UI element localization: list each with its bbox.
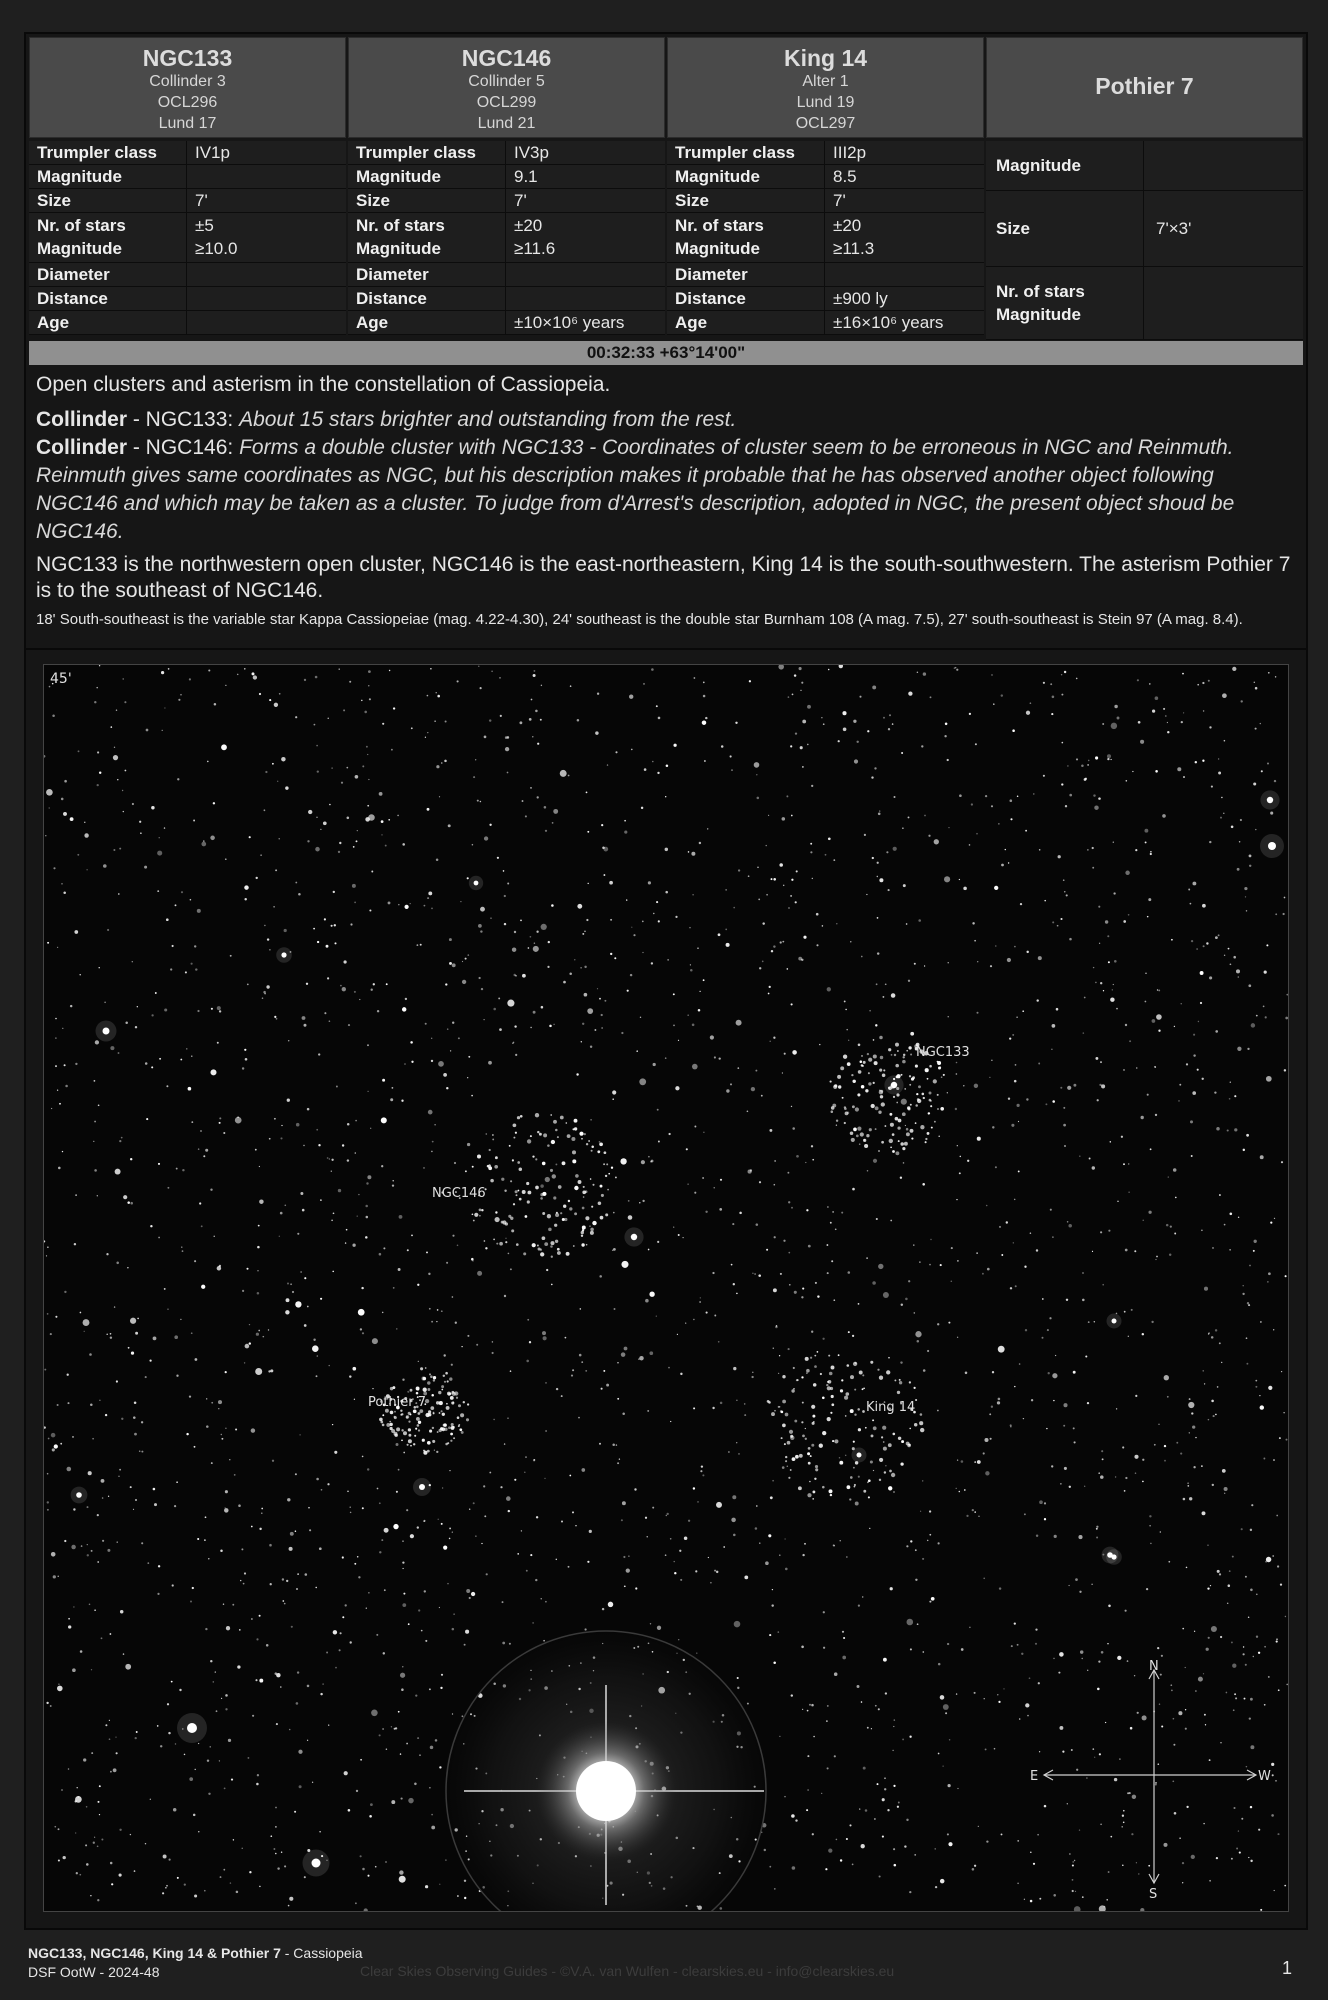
property-value: 8.5	[833, 167, 857, 186]
object-column-ngc146	[348, 37, 665, 340]
page-number: 1	[1282, 1958, 1293, 1978]
diameter-row	[348, 263, 665, 287]
object-table	[29, 37, 1303, 340]
object-column-pothier7	[986, 37, 1303, 340]
object-name: Pothier 7	[1095, 73, 1194, 99]
property-value: 9.1	[514, 167, 538, 186]
trumpler-row	[667, 141, 984, 165]
property-label: Magnitude	[986, 141, 1144, 190]
size-row	[986, 191, 1303, 267]
property-label: Age	[29, 311, 187, 334]
diameter-row	[29, 263, 346, 287]
property-value	[825, 263, 984, 286]
object-properties	[29, 141, 346, 335]
stars-row	[986, 267, 1303, 340]
object-header	[986, 37, 1303, 138]
size-row	[667, 189, 984, 213]
object-header	[667, 37, 984, 138]
object-header	[29, 37, 346, 138]
distance-row	[667, 287, 984, 311]
note-text: Forms a double cluster with NGC133 - Coordinates of cluster seem to be erroneous in NGC and Reinmuth. Reinmuth gives same coordinates as NGC, but his description makes it probable that he has observed another object following NGC146 and which may be taken as a cluster. To judge from d'Arrest's description, adopted in NGC, the present object shoud be NGC146.	[36, 436, 1235, 543]
property-value: 7'	[514, 191, 527, 210]
stars-row	[667, 213, 984, 263]
property-value: ±900 ly	[833, 289, 888, 308]
note-object: - NGC146:	[127, 436, 240, 459]
property-value: 7'	[833, 191, 846, 210]
property-label: Diameter	[667, 263, 825, 286]
object-properties	[348, 141, 665, 335]
property-value: IV1p	[195, 143, 230, 162]
compass-south: S	[1149, 1887, 1158, 1902]
distance-row	[29, 287, 346, 311]
property-value	[506, 213, 665, 262]
magnitude-row	[986, 141, 1303, 191]
coordinates-bar: 00:32:33 +63°14'00"	[29, 341, 1303, 365]
star-magnitude-label: Magnitude	[37, 239, 122, 258]
nr-stars-value: ±20	[514, 216, 543, 235]
object-alias: Lund 19	[796, 94, 855, 111]
object-column-king14	[667, 37, 984, 340]
object-alias: OCL297	[795, 115, 856, 132]
nr-stars-label: Nr. of stars	[37, 216, 126, 235]
age-row	[348, 311, 665, 335]
footer-credit: Clear Skies Observing Guides - ©V.A. van Wulfen - clearskies.eu - info@clearskies.eu	[360, 1963, 895, 1979]
footer-constellation: - Cassiopeia	[280, 1945, 363, 1961]
property-label: Trumpler class	[667, 141, 825, 164]
collinder-note-ngc133	[36, 406, 1298, 434]
property-value: IV3p	[514, 143, 549, 162]
object-alias: Alter 1	[802, 73, 849, 90]
property-value	[506, 287, 665, 310]
property-value	[825, 213, 984, 262]
section-divider	[26, 648, 1306, 650]
property-value	[506, 263, 665, 286]
object-name: NGC133	[142, 45, 233, 71]
distance-row	[348, 287, 665, 311]
object-name: NGC146	[461, 45, 552, 71]
property-label: Diameter	[348, 263, 506, 286]
object-properties	[667, 141, 984, 335]
property-value	[187, 165, 346, 188]
property-label: Magnitude	[29, 165, 187, 188]
size-row	[29, 189, 346, 213]
object-properties	[986, 141, 1303, 340]
object-alias: Lund 17	[158, 115, 217, 132]
star-magnitude-label: Magnitude	[996, 305, 1081, 324]
object-alias: OCL299	[476, 94, 537, 111]
object-header	[348, 37, 665, 138]
main-description: NGC133 is the northwestern open cluster, NGC146 is the east-northeastern, King 14 is the south-southwestern. The asterism Pothier 7 is to the southeast of NGC146.	[36, 553, 1291, 602]
property-value: ±16×10⁶ years	[833, 313, 944, 332]
star-field-svg	[44, 665, 1288, 1911]
property-label: Trumpler class	[348, 141, 506, 164]
nr-stars-value: ±20	[833, 216, 862, 235]
property-label: Distance	[348, 287, 506, 310]
property-label: Age	[667, 311, 825, 334]
document-frame	[24, 32, 1308, 1930]
property-value	[187, 311, 346, 334]
property-value: ±10×10⁶ years	[514, 313, 625, 332]
compass-east: E	[1030, 1769, 1039, 1784]
star-magnitude-label: Magnitude	[356, 239, 441, 258]
object-name: King 14	[783, 45, 868, 71]
label-ngc133: NGC133	[916, 1045, 970, 1060]
label-ngc146: NGC146	[432, 1186, 486, 1201]
magnitude-row	[348, 165, 665, 189]
property-label: Distance	[29, 287, 187, 310]
collinder-note-ngc146	[36, 434, 1298, 546]
nr-stars-label: Nr. of stars	[996, 282, 1085, 301]
intro-text: Open clusters and asterism in the constellation of Cassiopeia.	[36, 373, 611, 396]
nr-stars-label: Nr. of stars	[356, 216, 445, 235]
property-label: Size	[29, 189, 187, 212]
nr-stars-value: ±5	[195, 216, 214, 235]
property-label	[986, 267, 1144, 339]
property-label: Trumpler class	[29, 141, 187, 164]
stars-row	[29, 213, 346, 263]
property-value: 7'×3'	[1156, 218, 1192, 238]
label-king14: King 14	[866, 1400, 916, 1415]
compass-north: N	[1149, 1659, 1159, 1674]
property-value	[187, 213, 346, 262]
compass-west: W	[1258, 1769, 1271, 1784]
diameter-row	[667, 263, 984, 287]
property-value	[187, 287, 346, 310]
property-value	[1144, 267, 1303, 339]
star-magnitude-label: Magnitude	[675, 239, 760, 258]
property-label: Size	[667, 189, 825, 212]
star-field-image	[43, 664, 1289, 1912]
stars-row	[348, 213, 665, 263]
footer-title: NGC133, NGC146, King 14 & Pothier 7	[28, 1945, 281, 1961]
label-pothier7: Pothier 7	[368, 1395, 427, 1410]
property-value	[187, 263, 346, 286]
property-label	[348, 213, 506, 262]
property-value: III2p	[833, 143, 867, 162]
property-label: Size	[986, 191, 1144, 266]
property-label	[29, 213, 187, 262]
property-label: Age	[348, 311, 506, 334]
note-source: Collinder	[36, 436, 128, 459]
object-alias: OCL296	[157, 94, 218, 111]
nearby-objects-text: 18' South-southeast is the variable star Kappa Cassiopeiae (mag. 4.22-4.30), 24' southeast is the double star Burnham 108 (A mag. 7.5), 27' south-southeast is Stein 97 (A mag. 8.4).	[36, 611, 1243, 628]
footer-title-line	[28, 1944, 363, 1963]
object-alias: Collinder 5	[468, 73, 545, 90]
description	[36, 372, 1298, 630]
star-magnitude-value: ≥10.0	[195, 239, 238, 258]
property-label: Diameter	[29, 263, 187, 286]
nr-stars-label: Nr. of stars	[675, 216, 764, 235]
property-label: Distance	[667, 287, 825, 310]
star-magnitude-value: ≥11.3	[833, 239, 875, 258]
star-magnitude-value: ≥11.6	[514, 239, 556, 258]
note-text: About 15 stars brighter and outstanding from the rest.	[239, 408, 737, 431]
object-alias: Lund 21	[477, 115, 536, 132]
property-value	[1144, 141, 1303, 190]
magnitude-row	[667, 165, 984, 189]
magnitude-row	[29, 165, 346, 189]
size-row	[348, 189, 665, 213]
trumpler-row	[348, 141, 665, 165]
fov-label: 45'	[50, 671, 72, 687]
property-label	[667, 213, 825, 262]
property-label: Magnitude	[667, 165, 825, 188]
footer-series: DSF OotW - 2024-48	[28, 1964, 160, 1980]
property-label: Magnitude	[348, 165, 506, 188]
footer	[28, 1944, 363, 1982]
trumpler-row	[29, 141, 346, 165]
property-label: Size	[348, 189, 506, 212]
age-row	[29, 311, 346, 335]
age-row	[667, 311, 984, 335]
note-object: - NGC133:	[127, 408, 240, 431]
object-alias: Collinder 3	[149, 73, 226, 90]
object-column-ngc133	[29, 37, 346, 340]
note-source: Collinder	[36, 408, 128, 431]
property-value: 7'	[195, 191, 208, 210]
